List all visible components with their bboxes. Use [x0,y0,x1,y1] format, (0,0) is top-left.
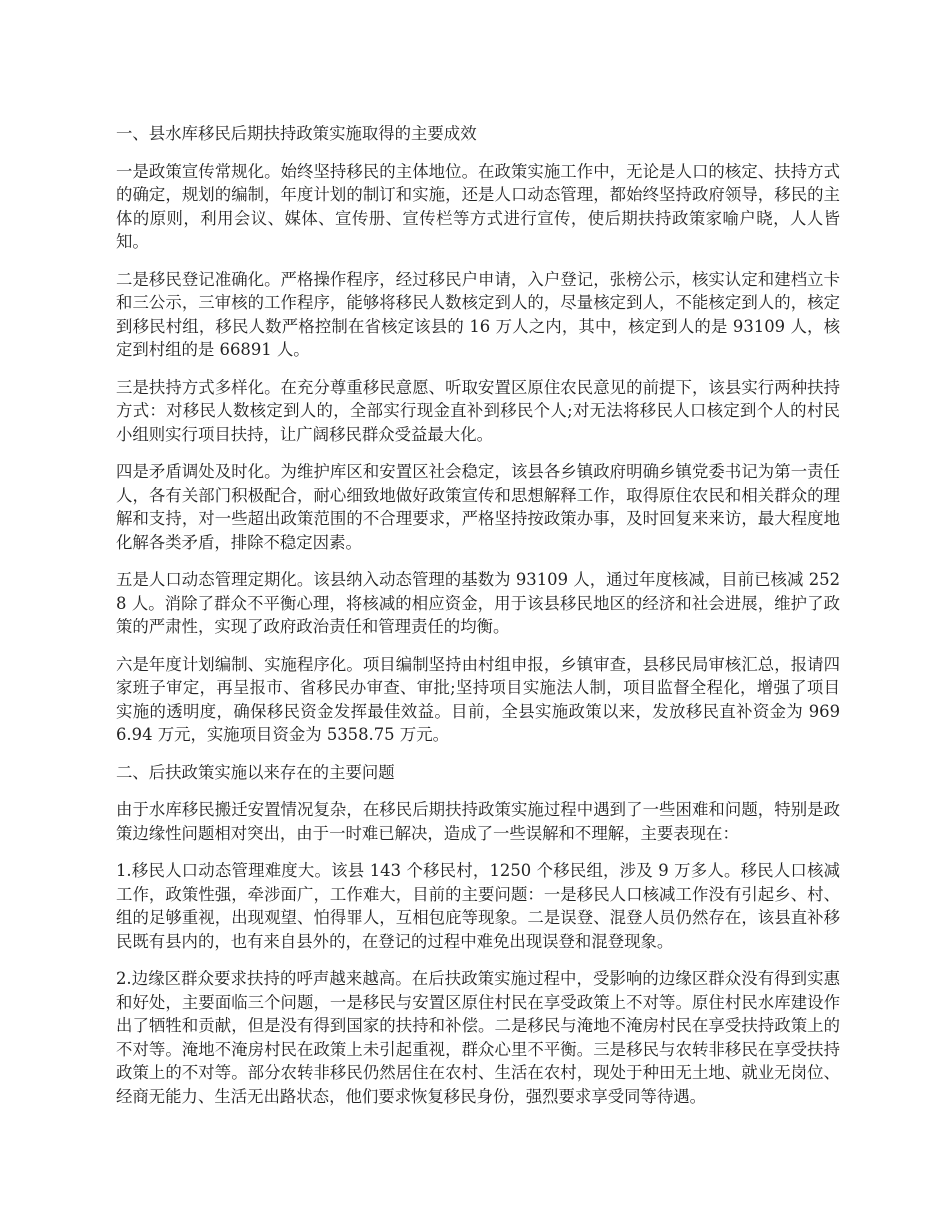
section-heading-2: 二、后扶政策实施以来存在的主要问题 [116,762,395,782]
section-heading-1: 一、县水库移民后期扶持政策实施取得的主要成效 [116,124,477,143]
document-body [116,122,840,1122]
paragraph-2: 二是移民登记准确化。严格操作程序，经过移民户申请，入户登记，张榜公示，核实认定和建档立卡和三公示，三审核的工作程序，能够将移民人数核定到人的，尽量核定到人，不能核定到人的，核定到移民村组，移民人数严格控制在省核定该县的 16 万人之内，其中，核定到人的是 93109 人，核定到村组的是 66891 人。 [116,269,840,359]
paragraph-7: 由于水库移民搬迁安置情况复杂，在移民后期扶持政策实施过程中遇到了一些困难和问题，特别是政策边缘性问题相对突出，由于一时难已解决，造成了一些误解和不理解，主要表现在： [116,800,840,843]
paragraph-1: 一是政策宣传常规化。始终坚持移民的主体地位。在政策实施工作中，无论是人口的核定、扶持方式的确定，规划的编制，年度计划的制订和实施，还是人口动态管理，都始终坚持政府领导，移民的主体的原则，利用会议、媒体、宣传册、宣传栏等方式进行宣传，使后期扶持政策家喻户晓，人人皆知。 [116,161,840,251]
paragraph-6: 六是年度计划编制、实施程序化。项目编制坚持由村组申报，乡镇审查，县移民局审核汇总，报请四家班子审定，再呈报市、省移民办审查、审批;坚持项目实施法人制，项目监督全程化，增强了项目实施的透明度，确保移民资金发挥最佳效益。目前，全县实施政策以来，发放移民直补资金为 9696.94 万元，实施项目资金为 5358.75 万元。 [116,654,840,744]
paragraph-3: 三是扶持方式多样化。在充分尊重移民意愿、听取安置区原住农民意见的前提下，该县实行两种扶持方式：对移民人数核定到人的，全部实行现金直补到移民个人;对无法将移民人口核定到个人的村民小组则实行项目扶持，让广阔移民群众受益最大化。 [116,377,840,444]
paragraph-5: 五是人口动态管理定期化。该县纳入动态管理的基数为 93109 人，通过年度核减，目前已核减 2528 人。消除了群众不平衡心理，将核减的相应资金，用于该县移民地区的经济和社会进展，维护了政策的严肃性，实现了政府政治责任和管理责任的均衡。 [116,570,840,636]
paragraph-4: 四是矛盾调处及时化。为维护库区和安置区社会稳定，该县各乡镇政府明确乡镇党委书记为第一责任人，各有关部门积极配合，耐心细致地做好政策宣传和思想解释工作，取得原住农民和相关群众的理解和支持，对一些超出政策范围的不合理要求，严格坚持按政策办事，及时回复来来访，最大程度地化解各类矛盾，排除不稳定因素。 [116,462,840,552]
paragraph-8: 1.移民人口动态管理难度大。该县 143 个移民村，1250 个移民组，涉及 9 万多人。移民人口核减工作，政策性强，牵涉面广，工作难大，目前的主要问题：一是移民人口核减工作没有引起乡、村、组的足够重视，出现观望、怕得罪人，互相包庇等现象。二是误登、混登人员仍然存在，该县直补移民既有县内的，也有来自县外的，在登记的过程中难免出现误登和混登现象。 [116,861,840,951]
paragraph-9: 2.边缘区群众要求扶持的呼声越来越高。在后扶政策实施过程中，受影响的边缘区群众没有得到实惠和好处，主要面临三个问题，一是移民与安置区原住村民在享受政策上不对等。原住村民水库建设作出了牺牲和贡献，但是没有得到国家的扶持和补偿。二是移民与淹地不淹房村民在享受扶持政策上的不对等。淹地不淹房村民在政策上未引起重视，群众心里不平衡。三是移民与农转非移民在享受扶持政策上的不对等。部分农转非移民仍然居住在农村、生活在农村，现处于种田无土地、就业无岗位、经商无能力、生活无出路状态，他们要求恢复移民身份，强烈要求享受同等待遇。 [116,969,840,1106]
